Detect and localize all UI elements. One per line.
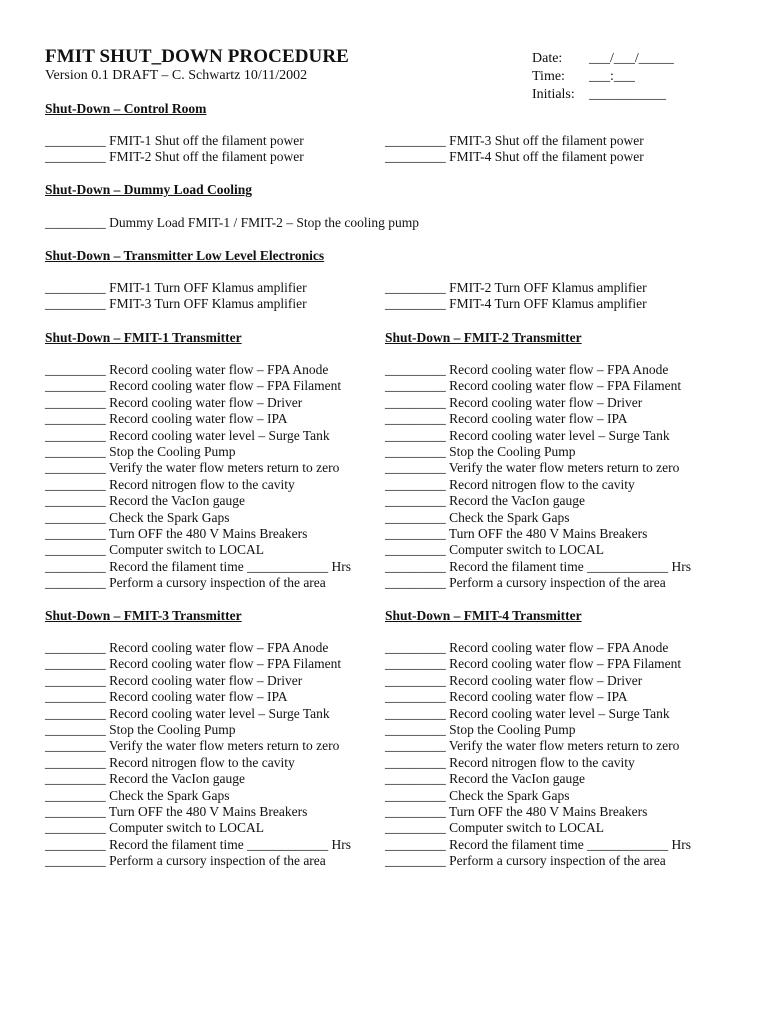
checklist-item[interactable]: _________ FMIT-3 Turn OFF Klamus amplifier <box>45 296 307 312</box>
checklist-item[interactable]: _________ Turn OFF the 480 V Mains Breakers <box>45 803 308 819</box>
section-heading-fmit3: Shut-Down – FMIT-3 Transmitter <box>45 608 242 623</box>
checklist-item[interactable]: _________ FMIT-2 Shut off the filament power <box>45 149 304 165</box>
fmit1-checklist <box>45 362 351 591</box>
checklist-item[interactable]: _________ Record cooling water flow – IPA <box>45 689 288 705</box>
initials-field[interactable]: ___________ <box>589 87 666 102</box>
date-field[interactable]: ___/___/_____ <box>589 51 674 66</box>
time-label: Time: <box>532 69 565 84</box>
checklist-item[interactable]: _________ Record cooling water flow – FPA Filament <box>45 378 342 394</box>
checklist-item[interactable]: _________ Record cooling water flow – FPA Anode <box>385 362 669 377</box>
section-heading-control-room: Shut-Down – Control Room <box>45 101 207 116</box>
checklist-item[interactable]: _________ Record nitrogen flow to the cavity <box>385 754 635 770</box>
section-heading-dummy-load: Shut-Down – Dummy Load Cooling <box>45 182 253 197</box>
time-field[interactable]: ___:___ <box>589 69 635 84</box>
checklist-item[interactable]: _________ Record the filament time ____________ Hrs <box>45 558 351 574</box>
low-level-left-list <box>45 280 307 313</box>
checklist-item[interactable]: _________ Stop the Cooling Pump <box>385 721 576 737</box>
low-level-right-list <box>385 280 647 313</box>
checklist-item[interactable]: _________ Perform a cursory inspection of the area <box>45 575 326 591</box>
fmit2-checklist <box>385 362 691 591</box>
checklist-item[interactable]: _________ FMIT-2 Turn OFF Klamus amplifier <box>385 280 647 295</box>
checklist-item[interactable]: _________ Record cooling water flow – IPA <box>385 411 628 427</box>
checklist-item[interactable]: _________ Record cooling water flow – Driver <box>385 672 643 688</box>
checklist-item[interactable]: _________ Perform a cursory inspection of the area <box>385 575 666 591</box>
checklist-item[interactable]: _________ FMIT-1 Turn OFF Klamus amplifier <box>45 280 307 295</box>
checklist-item[interactable]: _________ Record nitrogen flow to the cavity <box>385 476 635 492</box>
fmit3-checklist <box>45 640 351 869</box>
date-label: Date: <box>532 51 563 66</box>
section-heading-fmit2: Shut-Down – FMIT-2 Transmitter <box>385 330 582 345</box>
checklist-item[interactable]: _________ Verify the water flow meters return to zero <box>385 460 680 476</box>
checklist-item[interactable]: _________ Verify the water flow meters return to zero <box>45 460 340 476</box>
checklist-item[interactable]: _________ Record the filament time ____________ Hrs <box>385 836 691 852</box>
control-room-right-list <box>385 133 644 166</box>
section-heading-low-level: Shut-Down – Transmitter Low Level Electronics <box>45 248 325 263</box>
checklist-item[interactable]: _________ Computer switch to LOCAL <box>385 542 604 558</box>
date-row <box>532 50 674 68</box>
checklist-item[interactable]: _________ Record cooling water flow – IPA <box>385 689 628 705</box>
checklist-item[interactable]: _________ Computer switch to LOCAL <box>45 820 264 836</box>
initials-row <box>532 86 674 104</box>
checklist-item[interactable]: _________ Perform a cursory inspection of the area <box>385 853 666 869</box>
checklist-item[interactable]: _________ Record the VacIon gauge <box>45 493 245 509</box>
checklist-item[interactable]: _________ Record the VacIon gauge <box>385 493 585 509</box>
checklist-item[interactable]: _________ FMIT-1 Shut off the filament power <box>45 133 304 148</box>
checklist-item[interactable]: _________ FMIT-3 Shut off the filament power <box>385 133 644 148</box>
checklist-item[interactable]: _________ Stop the Cooling Pump <box>385 443 576 459</box>
initials-label: Initials: <box>532 87 575 102</box>
checklist-item[interactable]: _________ Record nitrogen flow to the cavity <box>45 754 295 770</box>
checklist-item[interactable]: _________ Record cooling water flow – IPA <box>45 411 288 427</box>
signoff-block <box>532 50 674 104</box>
checklist-item[interactable]: _________ Record cooling water flow – FPA Anode <box>45 640 329 655</box>
checklist-item[interactable]: _________ Stop the Cooling Pump <box>45 443 236 459</box>
checklist-item[interactable]: _________ Record cooling water level – Surge Tank <box>385 705 670 721</box>
checklist-item[interactable]: _________ Record cooling water level – Surge Tank <box>385 427 670 443</box>
checklist-item[interactable]: _________ Record the VacIon gauge <box>45 771 245 787</box>
checklist-item[interactable]: _________ Verify the water flow meters return to zero <box>385 738 680 754</box>
checklist-item[interactable]: _________ Turn OFF the 480 V Mains Breakers <box>45 525 308 541</box>
checklist-item[interactable]: _________ Computer switch to LOCAL <box>385 820 604 836</box>
checklist-item[interactable]: _________ Record cooling water flow – FPA Anode <box>45 362 329 377</box>
checklist-item[interactable]: _________ Stop the Cooling Pump <box>45 721 236 737</box>
checklist-item[interactable]: _________ Record cooling water flow – FPA Filament <box>385 378 682 394</box>
dummy-load-list <box>45 215 419 231</box>
checklist-item[interactable]: _________ Record cooling water flow – Driver <box>45 394 303 410</box>
checklist-item[interactable]: _________ Record cooling water flow – FPA Filament <box>45 656 342 672</box>
checklist-item[interactable]: _________ Computer switch to LOCAL <box>45 542 264 558</box>
fmit4-checklist <box>385 640 691 869</box>
section-heading-fmit4: Shut-Down – FMIT-4 Transmitter <box>385 608 582 623</box>
checklist-item[interactable]: _________ Record cooling water flow – FPA Anode <box>385 640 669 655</box>
document-title: FMIT SHUT_DOWN PROCEDURE <box>45 46 349 67</box>
checklist-item[interactable]: _________ Turn OFF the 480 V Mains Breakers <box>385 525 648 541</box>
checklist-item[interactable]: _________ Record the VacIon gauge <box>385 771 585 787</box>
checklist-item[interactable]: _________ Check the Spark Gaps <box>45 787 230 803</box>
checklist-item[interactable]: _________ Verify the water flow meters return to zero <box>45 738 340 754</box>
control-room-left-list <box>45 133 304 166</box>
checklist-item[interactable]: _________ Record the filament time ____________ Hrs <box>45 836 351 852</box>
checklist-item[interactable]: _________ FMIT-4 Shut off the filament power <box>385 149 644 165</box>
checklist-item[interactable]: _________ Check the Spark Gaps <box>385 787 570 803</box>
checklist-item[interactable]: _________ Record cooling water flow – Driver <box>45 672 303 688</box>
checklist-item[interactable]: _________ Check the Spark Gaps <box>385 509 570 525</box>
checklist-item[interactable]: _________ Record cooling water level – Surge Tank <box>45 705 330 721</box>
version-line: Version 0.1 DRAFT – C. Schwartz 10/11/2002 <box>45 68 308 83</box>
checklist-item[interactable]: _________ FMIT-4 Turn OFF Klamus amplifier <box>385 296 647 312</box>
checklist-item[interactable]: _________ Dummy Load FMIT-1 / FMIT-2 – Stop the cooling pump <box>45 215 420 230</box>
checklist-item[interactable]: _________ Check the Spark Gaps <box>45 509 230 525</box>
checklist-item[interactable]: _________ Record nitrogen flow to the cavity <box>45 476 295 492</box>
checklist-item[interactable]: _________ Turn OFF the 480 V Mains Breakers <box>385 803 648 819</box>
checklist-item[interactable]: _________ Record the filament time ____________ Hrs <box>385 558 691 574</box>
checklist-item[interactable]: _________ Perform a cursory inspection of the area <box>45 853 326 869</box>
checklist-item[interactable]: _________ Record cooling water flow – FPA Filament <box>385 656 682 672</box>
checklist-item[interactable]: _________ Record cooling water flow – Driver <box>385 394 643 410</box>
section-heading-fmit1: Shut-Down – FMIT-1 Transmitter <box>45 330 242 345</box>
time-row <box>532 68 674 86</box>
checklist-item[interactable]: _________ Record cooling water level – Surge Tank <box>45 427 330 443</box>
